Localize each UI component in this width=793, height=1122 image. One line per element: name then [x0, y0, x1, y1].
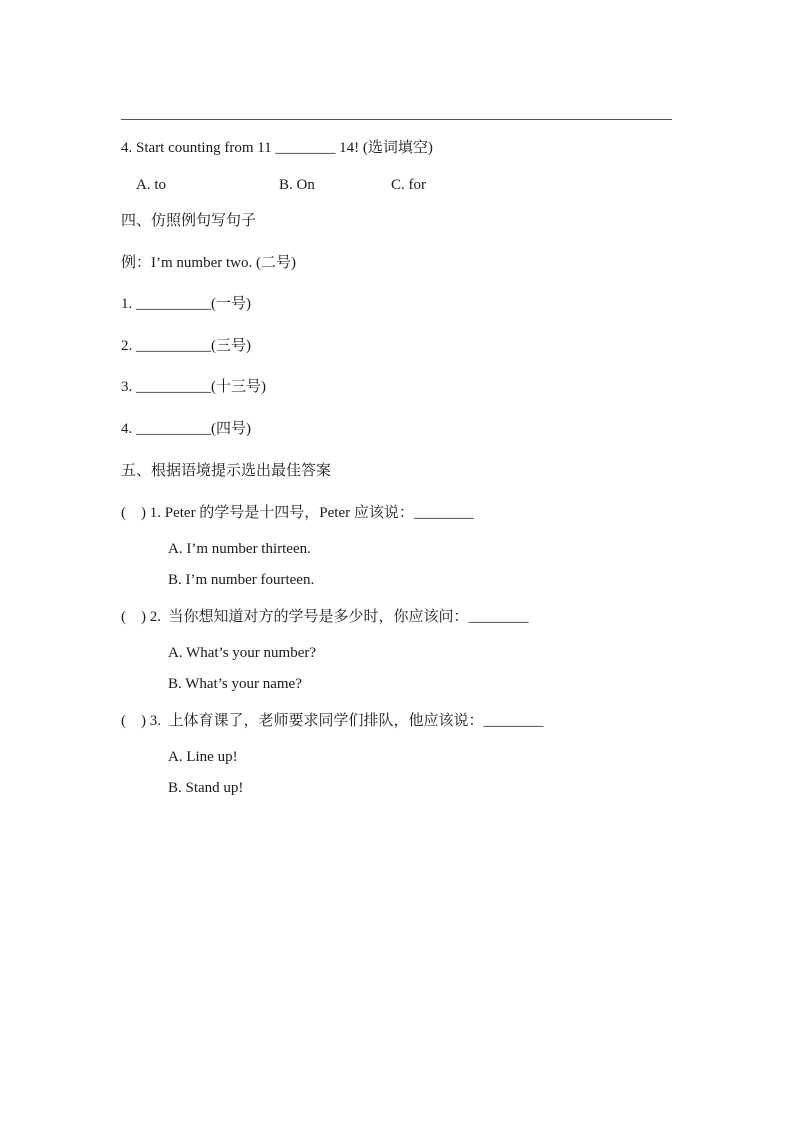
- question-4-text: 4. Start counting from 11 ________ 14! (选词填空): [121, 140, 433, 156]
- section-5-question-1-option-a: A. I’m number thirteen.: [168, 541, 311, 557]
- section-4-item-3: 3. __________(十三号): [121, 379, 266, 395]
- section-4-example: 例：I’m number two. (二号): [121, 255, 296, 271]
- section-5-question-2-option-b: B. What’s your name?: [168, 676, 302, 692]
- section-5-question-1-option-b: B. I’m number fourteen.: [168, 572, 315, 588]
- section-5-question-2: ( ) 2. 当你想知道对方的学号是多少时，你应该问：________: [121, 609, 529, 625]
- section-4-item-4: 4. __________(四号): [121, 421, 251, 437]
- section-5-question-1: ( ) 1. Peter 的学号是十四号，Peter 应该说：________: [121, 505, 474, 521]
- section-5-heading: 五、根据语境提示选出最佳答案: [121, 461, 332, 479]
- section-5-question-3-option-b: B. Stand up!: [168, 780, 244, 796]
- section-5-question-3-option-a: A. Line up!: [168, 749, 238, 765]
- section-4-item-2: 2. __________(三号): [121, 338, 251, 354]
- section-5-question-2-option-a: A. What’s your number?: [168, 645, 317, 661]
- question-4-option-c: C. for: [391, 177, 426, 193]
- section-5-question-3: ( ) 3. 上体育课了，老师要求同学们排队，他应该说：________: [121, 713, 544, 729]
- question-4-option-b: B. On: [279, 177, 315, 193]
- top-divider: [121, 119, 672, 120]
- question-4-option-a: A. to: [136, 177, 166, 193]
- section-4-heading: 四、仿照例句写句子: [121, 211, 257, 229]
- section-4-item-1: 1. __________(一号): [121, 296, 251, 312]
